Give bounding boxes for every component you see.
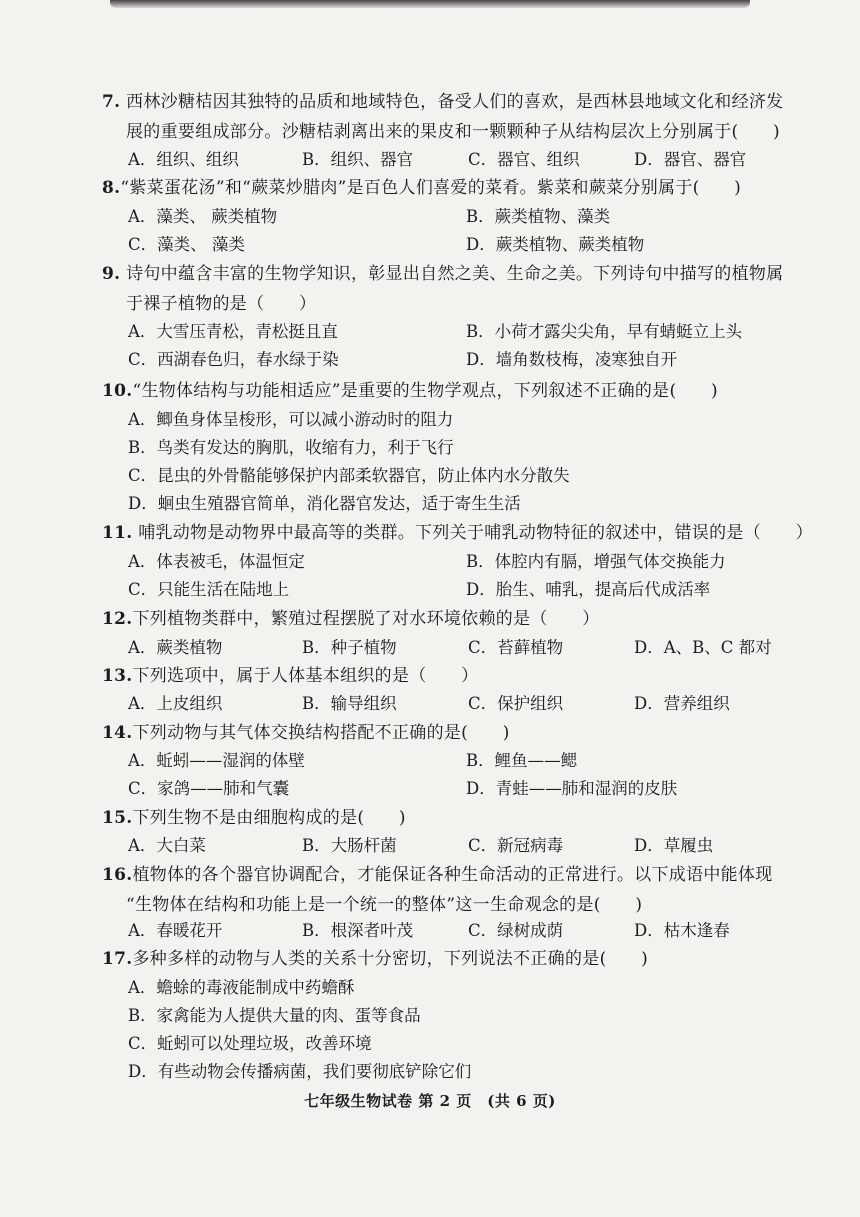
page-footer: 七年级生物试卷 第 2 页 (共 6 页) xyxy=(304,1092,556,1110)
question-12: 12.下列植物类群中，繁殖过程摆脱了对水环境依赖的是（ ） xyxy=(102,609,600,629)
question-11: 11. 哺乳动物是动物界中最高等的类群。下列关于哺乳动物特征的叙述中，错误的是（ ） xyxy=(102,523,813,543)
option-c[interactable]: C．蚯蚓可以处理垃圾，改善环境 xyxy=(128,1034,372,1053)
option-d[interactable]: D．青蛙——肺和湿润的皮肤 xyxy=(466,779,678,798)
option-a[interactable]: A．蚯蚓——湿润的体壁 xyxy=(128,751,305,770)
question-7-options xyxy=(128,146,798,174)
option-c[interactable]: C．家鸽——肺和气囊 xyxy=(128,779,290,798)
question-8: 8.“紫菜蛋花汤”和“蕨菜炒腊肉”是百色人们喜爱的菜肴。紫菜和蕨菜分别属于( ) xyxy=(102,178,742,198)
question-13-options xyxy=(128,690,798,718)
question-11-line-1: 哺乳动物是动物界中最高等的类群。下列关于哺乳动物特征的叙述中，错误的是（ ） xyxy=(138,523,813,543)
option-b[interactable]: B．组织、器官 xyxy=(302,150,414,169)
question-14-line-1: 下列动物与其气体交换结构搭配不正确的是( ) xyxy=(132,723,510,743)
question-8-line-1: “紫菜蛋花汤”和“蕨菜炒腊肉”是百色人们喜爱的菜肴。紫菜和蕨菜分别属于( ) xyxy=(120,178,742,198)
option-c[interactable]: C．昆虫的外骨骼能够保护内部柔软器官，防止体内水分散失 xyxy=(128,466,570,485)
question-9-line-1: 诗句中蕴含丰富的生物学知识，彰显出自然之美、生命之美。下列诗句中描写的植物属 xyxy=(126,264,784,284)
question-14: 14.下列动物与其气体交换结构搭配不正确的是( ) xyxy=(102,723,510,743)
option-d[interactable]: D．蛔虫生殖器官简单，消化器官发达，适于寄生生活 xyxy=(128,494,521,513)
option-a[interactable]: A．藻类、 蕨类植物 xyxy=(128,207,278,226)
option-b[interactable]: B．体腔内有膈，增强气体交换能力 xyxy=(466,552,726,571)
page-top-shadow xyxy=(110,0,750,8)
option-c[interactable]: C．只能生活在陆地上 xyxy=(128,580,290,599)
option-b[interactable]: B．蕨类植物、藻类 xyxy=(466,207,611,226)
option-a[interactable]: A．上皮组织 xyxy=(128,694,223,713)
question-15: 15.下列生物不是由细胞构成的是( ) xyxy=(102,808,406,828)
option-d[interactable]: D．墙角数枝梅，凌寒独自开 xyxy=(466,350,678,369)
question-10-line-1: “生物体结构与功能相适应”是重要的生物学观点，下列叙述不正确的是( ) xyxy=(132,381,718,401)
option-d[interactable]: D．有些动物会传播病菌，我们要彻底铲除它们 xyxy=(128,1062,472,1081)
option-b[interactable]: B．输导组织 xyxy=(302,694,397,713)
option-c[interactable]: C．器官、组织 xyxy=(468,150,580,169)
option-a[interactable]: A．蟾蜍的毒液能制成中药蟾酥 xyxy=(128,978,355,997)
question-15-line-1: 下列生物不是由细胞构成的是( ) xyxy=(132,808,406,828)
question-11-options xyxy=(128,548,798,604)
question-16-line-1: 植物体的各个器官协调配合，才能保证各种生命活动的正常进行。以下成语中能体现 xyxy=(132,865,773,885)
question-15-options xyxy=(128,832,798,860)
question-17: 17.多种多样的动物与人类的关系十分密切，下列说法不正确的是( ) xyxy=(102,949,649,969)
option-c[interactable]: C．保护组织 xyxy=(468,694,564,713)
option-d[interactable]: D．营养组织 xyxy=(634,694,730,713)
question-13: 13.下列选项中，属于人体基本组织的是（ ） xyxy=(102,666,479,686)
option-b[interactable]: B．小荷才露尖尖角，早有蜻蜓立上头 xyxy=(466,322,743,341)
option-d[interactable]: D．枯木逢春 xyxy=(634,921,730,940)
question-16-line-2: “生物体在结构和功能上是一个统一的整体”这一生命观念的是( ) xyxy=(126,895,643,915)
option-c[interactable]: C．苔藓植物 xyxy=(468,638,564,657)
question-7-line-1: 西林沙糖桔因其独特的品质和地域特色，备受人们的喜欢，是西林县地域文化和经济发 xyxy=(126,92,784,112)
option-b[interactable]: B．大肠杆菌 xyxy=(302,836,397,855)
option-c[interactable]: C．藻类、 藻类 xyxy=(128,235,245,254)
option-d[interactable]: D．蕨类植物、蕨类植物 xyxy=(466,235,645,254)
option-d[interactable]: D．A、B、C 都对 xyxy=(634,638,772,657)
option-b[interactable]: B．种子植物 xyxy=(302,638,397,657)
option-a[interactable]: A．春暖花开 xyxy=(128,921,223,940)
question-10-options xyxy=(128,406,798,518)
option-b[interactable]: B．鲤鱼——鳃 xyxy=(466,751,578,770)
option-a[interactable]: A．鲫鱼身体呈梭形，可以减小游动时的阻力 xyxy=(128,410,454,429)
question-8-options xyxy=(128,203,798,259)
question-7: 7. 西林沙糖桔因其独特的品质和地域特色，备受人们的喜欢，是西林县地域文化和经济发 展的重要组成部分。沙糖桔剥离出来的果皮和一颗颗种子从结构层次上分别属于( ) xyxy=(102,92,784,142)
option-c[interactable]: C．绿树成荫 xyxy=(468,921,564,940)
option-c[interactable]: C．西湖春色归，春水绿于染 xyxy=(128,350,339,369)
option-a[interactable]: A．大白菜 xyxy=(128,836,206,855)
option-a[interactable]: A．蕨类植物 xyxy=(128,638,223,657)
option-d[interactable]: D．草履虫 xyxy=(634,836,714,855)
option-d[interactable]: D．器官、器官 xyxy=(634,150,747,169)
question-16: 16.植物体的各个器官协调配合，才能保证各种生命活动的正常进行。以下成语中能体现 “生物体在结构和功能上是一个统一的整体”这一生命观念的是( ) xyxy=(102,865,773,915)
question-10: 10.“生物体结构与功能相适应”是重要的生物学观点，下列叙述不正确的是( ) xyxy=(102,381,718,401)
question-13-line-1: 下列选项中，属于人体基本组织的是（ ） xyxy=(132,666,479,686)
question-9-options xyxy=(128,318,798,374)
option-b[interactable]: B．根深者叶茂 xyxy=(302,921,414,940)
question-17-line-1: 多种多样的动物与人类的关系十分密切，下列说法不正确的是( ) xyxy=(132,949,649,969)
question-16-options xyxy=(128,917,798,945)
question-9: 9. 诗句中蕴含丰富的生物学知识，彰显出自然之美、生命之美。下列诗句中描写的植物属 于裸子植物的是（ ） xyxy=(102,264,784,314)
option-d[interactable]: D．胎生、哺乳，提高后代成活率 xyxy=(466,580,711,599)
question-12-options xyxy=(128,634,798,662)
option-a[interactable]: A．组织、组织 xyxy=(128,150,239,169)
option-c[interactable]: C．新冠病毒 xyxy=(468,836,564,855)
option-b[interactable]: B．鸟类有发达的胸肌，收缩有力，利于飞行 xyxy=(128,438,454,457)
option-a[interactable]: A．体表被毛，体温恒定 xyxy=(128,552,305,571)
question-7-line-2: 展的重要组成部分。沙糖桔剥离出来的果皮和一颗颗种子从结构层次上分别属于( ) xyxy=(126,122,780,142)
question-12-line-1: 下列植物类群中，繁殖过程摆脱了对水环境依赖的是（ ） xyxy=(132,609,600,629)
question-9-line-2: 于裸子植物的是（ ） xyxy=(126,294,317,314)
question-17-options xyxy=(128,974,798,1086)
option-b[interactable]: B．家禽能为人提供大量的肉、蛋等食品 xyxy=(128,1006,421,1025)
option-a[interactable]: A．大雪压青松，青松挺且直 xyxy=(128,322,338,341)
question-14-options xyxy=(128,747,798,803)
